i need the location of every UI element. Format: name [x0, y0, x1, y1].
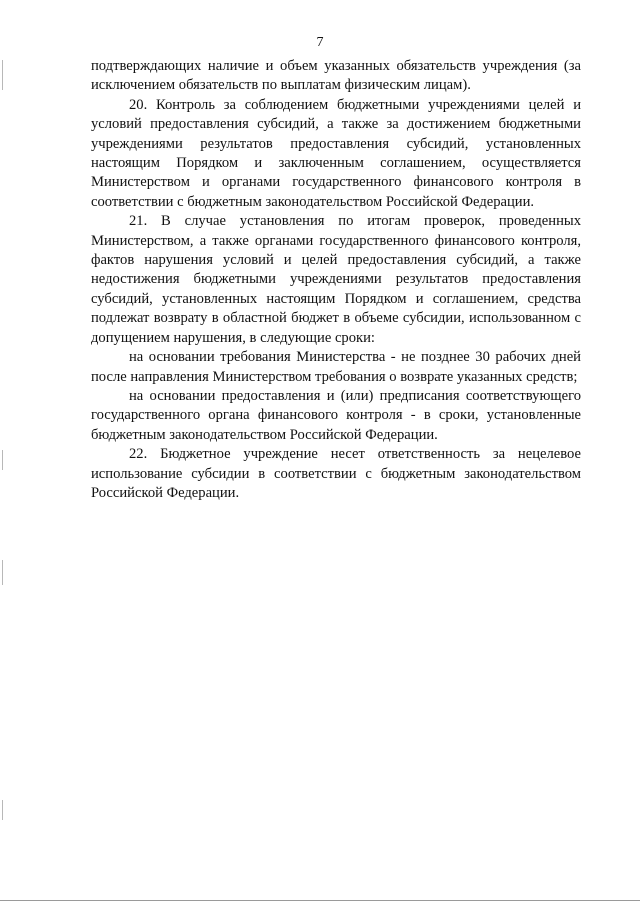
scan-edge-mark — [2, 450, 3, 470]
document-body — [91, 57, 581, 503]
paragraph-item-21: 21. В случае установления по итогам проверок, проведенных Министерством, а также органами государственного финансового контроля, фактов нарушения условий и целей предоставления субсидий, а также недостижения бюджетными учреждениями результатов предоставления субсидий, установленных настоящим Порядком и соглашением, средства подлежат возврату в областной бюджет в объеме субсидии, использованном с допущением нарушения, в следующие сроки: — [91, 213, 581, 346]
paragraph-continuation: подтверждающих наличие и объем указанных обязательств учреждения (за исключением обязательств по выплатам физическим лицам). — [91, 58, 581, 94]
paragraph-item-21-a: на основании требования Министерства - не позднее 30 рабочих дней после направления Министерством требования о возврате указанных средств; — [91, 349, 581, 385]
scan-edge-mark — [2, 800, 3, 820]
page-number: 7 — [316, 35, 324, 50]
scan-edge-mark — [2, 560, 3, 585]
paragraph-item-21-b: на основании предоставления и (или) предписания соответствующего государственного органа финансового контроля - в сроки, установленные бюджетным законодательством Российской Федерации. — [91, 387, 581, 443]
scan-edge-mark — [2, 60, 3, 90]
paragraph-item-22: 22. Бюджетное учреждение несет ответственность за нецелевое использование субсидии в соответствии с бюджетным законодательством Российской Федерации. — [91, 446, 581, 501]
paragraph-item-20: 20. Контроль за соблюдением бюджетными учреждениями целей и условий предоставления субсидий, а также за достижением бюджетными учреждениями результатов предоставления субсидий, установленных настоящим Порядком и заключенным соглашением, осуществляется Министерством и органами государственного финансового контроля в соответствии с бюджетным законодательством Российской Федерации. — [91, 96, 581, 210]
page-bottom-edge — [0, 900, 640, 901]
